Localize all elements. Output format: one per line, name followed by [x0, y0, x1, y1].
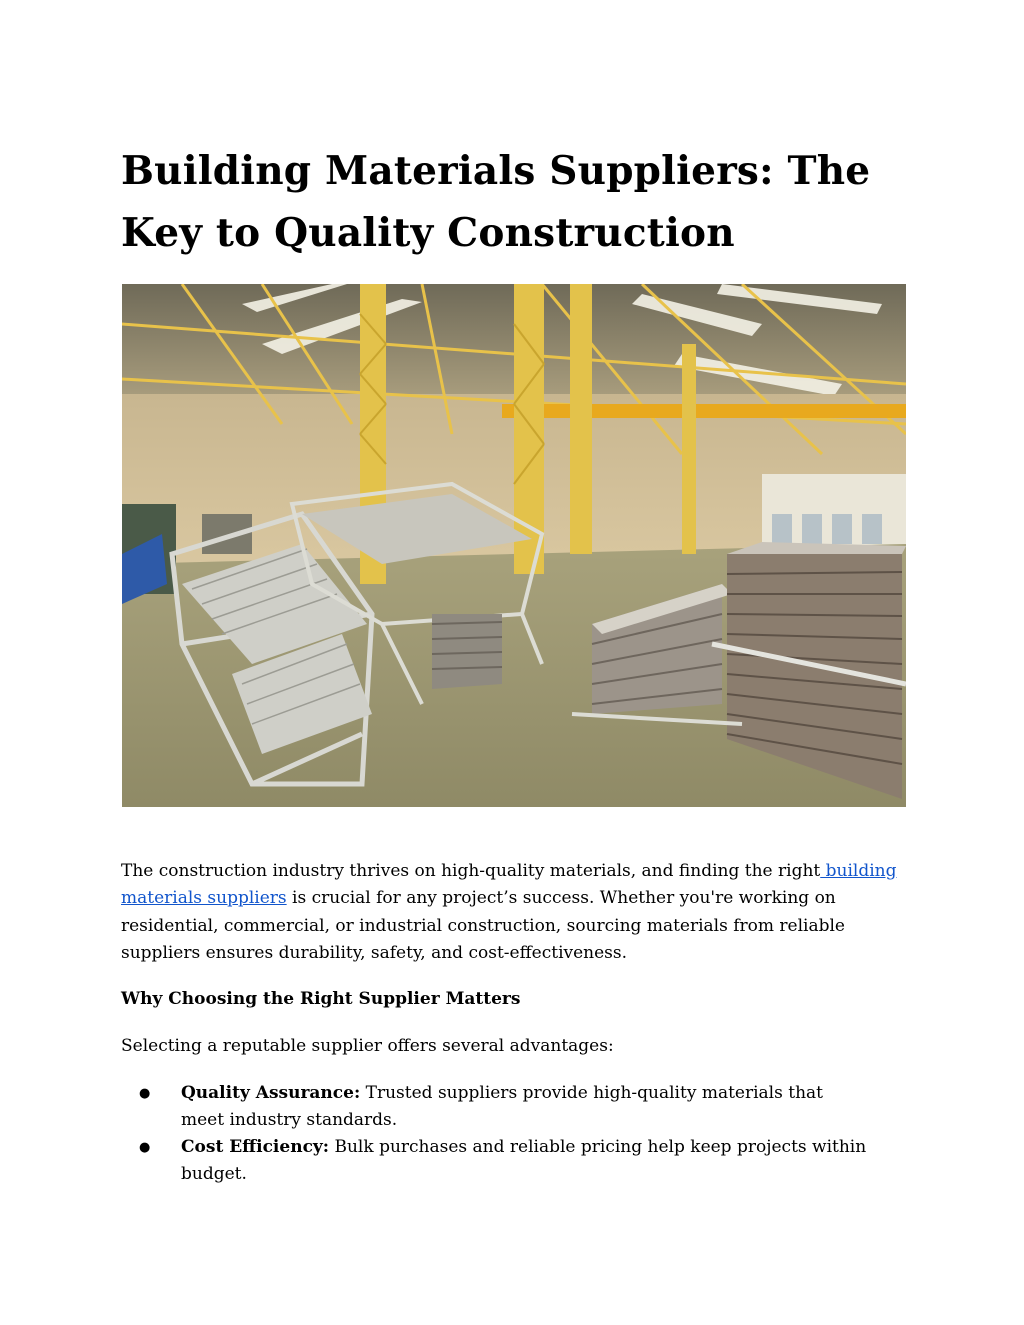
- intro-text-before-link: The construction industry thrives on high-quality materials, and finding the right: [121, 861, 821, 881]
- intro-paragraph: [121, 858, 907, 967]
- advantages-list: [121, 1080, 907, 1188]
- warehouse-illustration: [122, 284, 906, 807]
- intro-text-after-link: is crucial for any project’s success. Whether you're working on residential, commercial, or industrial construction, sourcing materials from reliable suppliers ensures durability, safety, and cost-effectiveness.: [121, 888, 845, 963]
- list-item: [121, 1134, 871, 1188]
- section-heading: Why Choosing the Right Supplier Matters: [121, 989, 521, 1009]
- list-item: [121, 1080, 871, 1134]
- advantage-label: Cost Efficiency:: [181, 1137, 330, 1157]
- bullet-icon: ●: [139, 1086, 151, 1101]
- building-materials-suppliers-link[interactable]: building materials suppliers: [121, 861, 897, 909]
- bullet-icon: ●: [139, 1140, 151, 1155]
- lead-paragraph: Selecting a reputable supplier offers several advantages:: [121, 1036, 614, 1056]
- advantage-text: Bulk purchases and reliable pricing help keep projects within budget.: [181, 1137, 867, 1184]
- document-title: Building Materials Suppliers: The Key to Quality Construction: [121, 148, 871, 256]
- advantage-text: Trusted suppliers provide high-quality materials that meet industry standards.: [181, 1083, 823, 1130]
- advantage-label: Quality Assurance:: [181, 1083, 361, 1103]
- warehouse-photo: [122, 284, 906, 807]
